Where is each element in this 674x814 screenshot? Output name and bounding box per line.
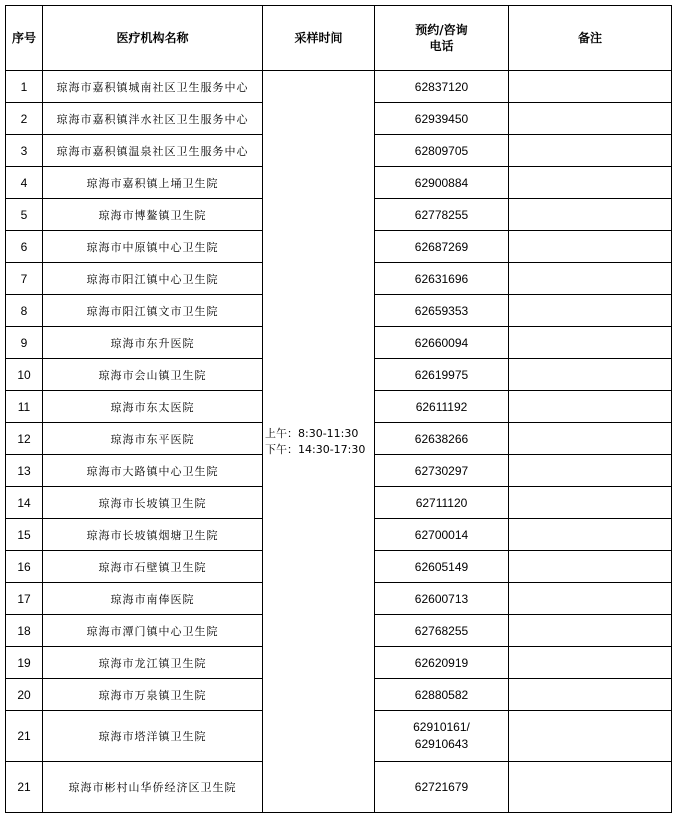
row-phone: 62768255 [375,615,509,647]
row-note [509,135,672,167]
row-name: 琼海市嘉积镇泮水社区卫生服务中心 [43,103,263,135]
row-name: 琼海市嘉积镇上埇卫生院 [43,167,263,199]
row-phone [375,711,509,762]
row-seq: 13 [6,455,43,487]
row-name: 琼海市嘉积镇温泉社区卫生服务中心 [43,135,263,167]
table-header-row [6,6,672,71]
row-note [509,263,672,295]
row-note [509,167,672,199]
row-seq: 12 [6,423,43,455]
row-note [509,231,672,263]
row-phone: 62721679 [375,762,509,813]
row-phone: 62619975 [375,359,509,391]
row-seq: 9 [6,327,43,359]
row-note [509,762,672,813]
row-seq: 21 [6,711,43,762]
row-seq: 4 [6,167,43,199]
row-seq: 11 [6,391,43,423]
row-phone: 62711120 [375,487,509,519]
header-phone [375,6,509,71]
row-name: 琼海市阳江镇中心卫生院 [43,263,263,295]
row-note [509,199,672,231]
row-seq: 8 [6,295,43,327]
row-phone: 62659353 [375,295,509,327]
row-name: 琼海市嘉积镇城南社区卫生服务中心 [43,71,263,103]
row-name: 琼海市东升医院 [43,327,263,359]
row-note [509,103,672,135]
row-phone: 62605149 [375,551,509,583]
row-note [509,359,672,391]
sampling-time-cell [263,71,375,813]
row-seq: 18 [6,615,43,647]
row-seq: 21 [6,762,43,813]
row-phone: 62837120 [375,71,509,103]
clinic-table [5,5,672,813]
row-seq: 1 [6,71,43,103]
row-name: 琼海市长坡镇烟塘卫生院 [43,519,263,551]
row-name: 琼海市东平医院 [43,423,263,455]
row-seq: 7 [6,263,43,295]
row-note [509,647,672,679]
row-note [509,519,672,551]
row-note [509,455,672,487]
header-phone-line2: 电话 [429,39,454,53]
row-seq: 20 [6,679,43,711]
row-phone: 62809705 [375,135,509,167]
row-seq: 6 [6,231,43,263]
row-seq: 2 [6,103,43,135]
row-note [509,583,672,615]
row-phone: 62880582 [375,679,509,711]
row-seq: 5 [6,199,43,231]
row-name: 琼海市会山镇卫生院 [43,359,263,391]
row-seq: 16 [6,551,43,583]
row-phone: 62600713 [375,583,509,615]
row-phone: 62900884 [375,167,509,199]
row-seq: 14 [6,487,43,519]
row-note [509,295,672,327]
row-name: 琼海市博鳌镇卫生院 [43,199,263,231]
row-name: 琼海市塔洋镇卫生院 [43,711,263,762]
row-phone: 62778255 [375,199,509,231]
row-phone: 62730297 [375,455,509,487]
row-phone: 62631696 [375,263,509,295]
row-seq: 10 [6,359,43,391]
row-name: 琼海市大路镇中心卫生院 [43,455,263,487]
row-phone: 62700014 [375,519,509,551]
row-name: 琼海市龙江镇卫生院 [43,647,263,679]
row-name: 琼海市彬村山华侨经济区卫生院 [43,762,263,813]
header-time: 采样时间 [263,6,375,71]
row-name: 琼海市潭门镇中心卫生院 [43,615,263,647]
row-name: 琼海市万泉镇卫生院 [43,679,263,711]
row-note [509,391,672,423]
row-phone: 62620919 [375,647,509,679]
header-note: 备注 [509,6,672,71]
row-note [509,423,672,455]
row-note [509,615,672,647]
row-name: 琼海市中原镇中心卫生院 [43,231,263,263]
row-seq: 3 [6,135,43,167]
row-seq: 15 [6,519,43,551]
row-name: 琼海市阳江镇文市卫生院 [43,295,263,327]
row-name: 琼海市东太医院 [43,391,263,423]
row-phone: 62687269 [375,231,509,263]
row-note [509,327,672,359]
row-note [509,551,672,583]
row-note [509,711,672,762]
row-phone: 62611192 [375,391,509,423]
row-name: 琼海市石壁镇卫生院 [43,551,263,583]
row-phone-line1: 62910161/ [413,720,470,734]
sampling-time-morning: 上午：8:30-11:30 [265,426,359,440]
sampling-time-afternoon: 下午：14:30-17:30 [265,442,366,456]
row-note [509,71,672,103]
row-phone: 62638266 [375,423,509,455]
table-row [6,71,672,103]
row-note [509,487,672,519]
row-phone-line2: 62910643 [414,737,469,751]
row-note [509,679,672,711]
row-phone: 62939450 [375,103,509,135]
header-phone-line1: 预约/咨询 [415,23,468,37]
header-name: 医疗机构名称 [43,6,263,71]
row-seq: 17 [6,583,43,615]
row-name: 琼海市长坡镇卫生院 [43,487,263,519]
row-seq: 19 [6,647,43,679]
row-phone: 62660094 [375,327,509,359]
row-name: 琼海市南俸医院 [43,583,263,615]
header-seq: 序号 [6,6,43,71]
